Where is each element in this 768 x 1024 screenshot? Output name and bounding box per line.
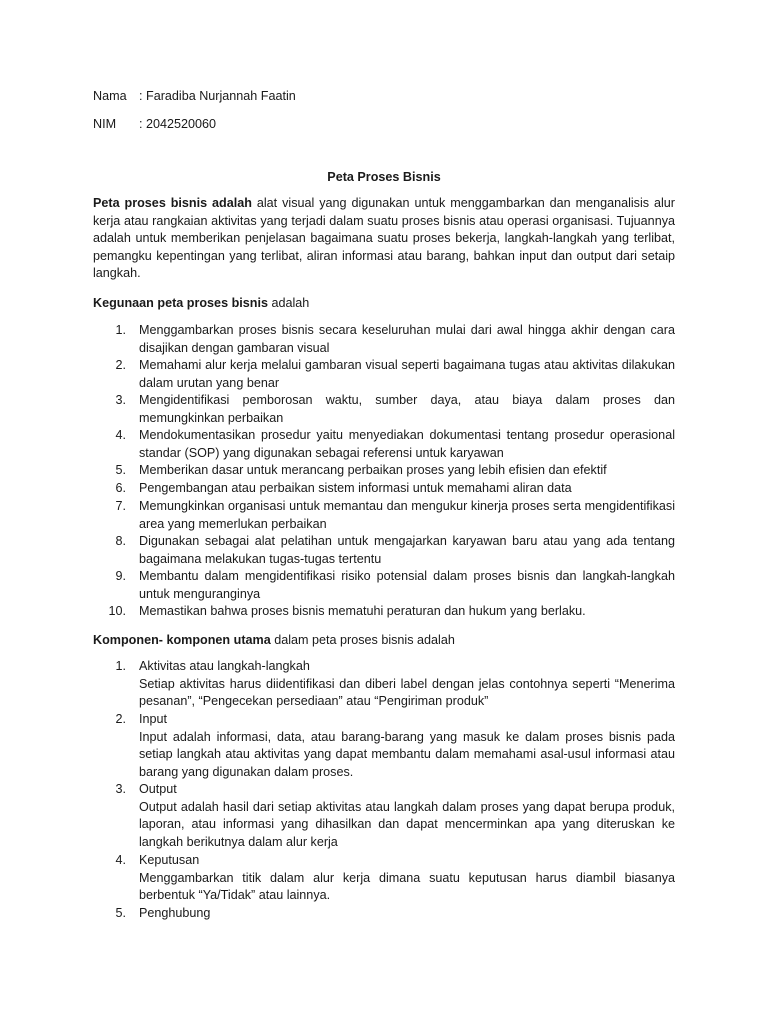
list-text: Pengembangan atau perbaikan sistem informasi untuk memahami aliran data [139,481,572,495]
component-description: Output adalah hasil dari setiap aktivitas atau langkah dalam proses yang dapat berupa produk, laporan, atau informasi yang dihasilkan dan dapat mencerminkan apa yang diteruskan ke langkah berikutnya dalam alur kerja [139,799,675,849]
list-text: Membantu dalam mengidentifikasi risiko potensial dalam proses bisnis dan langkah-langkah untuk menguranginya [139,569,675,601]
intro-paragraph [93,195,675,283]
list-number: 3. [115,393,126,407]
list-text: Memungkinkan organisasi untuk memantau dan mengukur kinerja proses serta mengidentifikasi area yang memerlukan perbaikan [139,499,675,531]
component-number: 5. [115,906,126,920]
component-number: 1. [115,659,126,673]
list-number: 9. [115,569,126,583]
komponen-heading-bold: Komponen- komponen utama [93,633,271,647]
component-title: Output [139,782,177,796]
list-number: 2. [115,358,126,372]
list-text: Menggambarkan proses bisnis secara keseluruhan mulai dari awal hingga akhir dengan cara disajikan dengan gambaran visual [139,323,675,355]
component-title: Penghubung [139,906,211,920]
name-row [93,87,675,105]
component-body [139,658,675,711]
component-description: Input adalah informasi, data, atau barang-barang yang masuk ke dalam proses bisnis pada setiap langkah atau aktivitas yang dapat membantu dalam memahami asal-usul informasi atau barang yang digunakan dalam proses. [139,729,675,779]
component-description: Setiap aktivitas harus diidentifikasi dan diberi label dengan jelas contohnya seperti “Menerima pesanan”, “Pengecekan persediaan” atau “Pengiriman produk” [139,676,675,709]
nim-row [93,115,675,133]
component-title: Keputusan [139,853,200,867]
komponen-heading-rest: dalam peta proses bisnis adalah [270,633,455,647]
komponen-heading [93,631,455,649]
nim-value: : 2042520060 [139,117,217,131]
list-number: 10. [108,604,126,618]
list-text: Memastikan bahwa proses bisnis mematuhi peraturan dan hukum yang berlaku. [139,604,586,618]
component-title: Input [139,712,168,726]
name-value: : Faradiba Nurjannah Faatin [139,89,296,103]
nim-label: NIM [93,117,117,131]
name-label: Nama [93,89,127,103]
component-title: Aktivitas atau langkah-langkah [139,659,310,673]
component-body [139,905,675,923]
component-body [139,711,675,781]
list-number: 6. [115,481,126,495]
kegunaan-heading [93,294,309,312]
component-body [139,781,675,851]
document-title: Peta Proses Bisnis [327,170,441,184]
list-number: 5. [115,463,126,477]
component-number: 4. [115,853,126,867]
list-text: Memahami alur kerja melalui gambaran visual seperti bagaimana tugas atau aktivitas dilakukan dalam urutan yang benar [139,358,675,390]
intro-bold: Peta proses bisnis adalah [93,196,252,210]
component-number: 3. [115,782,126,796]
component-description: Menggambarkan titik dalam alur kerja dimana suatu keputusan harus diambil biasanya berbentuk “Ya/Tidak” atau lainnya. [139,870,675,903]
component-number: 2. [115,712,126,726]
list-number: 7. [115,499,126,513]
list-number: 1. [115,323,126,337]
intro-text: alat visual yang digunakan untuk menggambarkan dan menganalisis alur kerja atau rangkaian aktivitas yang terjadi dalam suatu proses bisnis atau operasi organisasi. Tujuannya adalah untuk memberikan penjelasan bagaimana suatu proses bekerja, langkah-langkah yang terlibat, pemangku kepentingan yang terlibat, aliran informasi atau barang, bahkan input dan output dari setaip langkah. [93,196,675,281]
component-body [139,852,675,905]
kegunaan-heading-rest: adalah [267,296,310,310]
kegunaan-heading-bold: Kegunaan peta proses bisnis [93,296,268,310]
list-text: Memberikan dasar untuk merancang perbaikan proses yang lebih efisien dan efektif [139,463,607,477]
list-text: Mengidentifikasi pemborosan waktu, sumber daya, atau biaya dalam proses dan memungkinkan perbaikan [139,393,675,425]
list-text: Digunakan sebagai alat pelatihan untuk mengajarkan karyawan baru atau yang ada tentang bagaimana melakukan tugas-tugas tertentu [139,534,675,566]
list-number: 8. [115,534,126,548]
list-number: 4. [115,428,126,442]
list-text: Mendokumentasikan prosedur yaitu menyediakan dokumentasi tentang prosedur operasional standar (SOP) yang digunakan sebagai referensi untuk karyawan [139,428,675,460]
